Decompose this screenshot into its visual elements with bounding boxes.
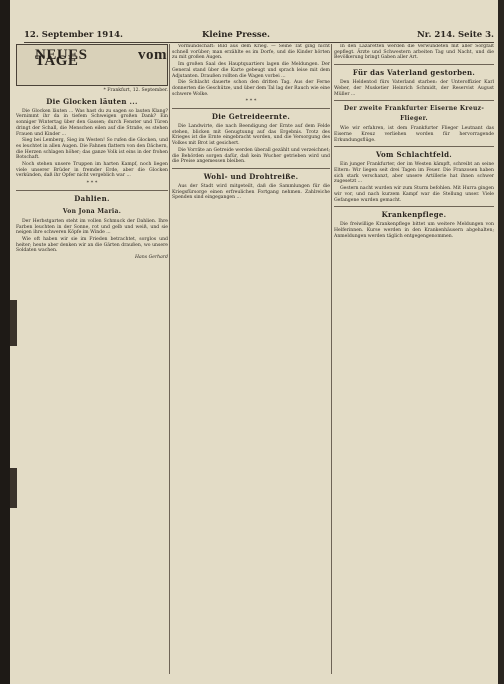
article-paragraph: Wie oft haben wir sie im Frieden betrachtet, sorglos und heiter; heute aber denken wir an die Gärten draußen, wo unsere Soldaten wachen.: [16, 236, 168, 254]
article-paragraph: Die Vorräte an Getreide werden überall gezählt und verzeichnet; die Behörden sorgen dafür, daß kein Wucher getrieben wird und die Preise angemessen bleiben.: [172, 147, 330, 165]
section-separator: * * *: [86, 180, 98, 187]
article-paragraph: Den Heldentod fürs Vaterland starben: der Unteroffizier Karl Weber, der Musketier Heinrich Schmidt, der Reservist August Müller ...: [334, 80, 494, 97]
divider: [334, 64, 494, 65]
header-paper-title: Kleine Presse.: [202, 30, 271, 40]
article-heading: Vom Schlachtfeld.: [375, 150, 453, 160]
article-paragraph: Sieg bei Lemberg, Sieg im Westen! So rufen die Glocken, und es leuchtet in allen Augen. Die Fahnen flattern von den Dächern, die Herzen schlagen höher; das ganze Volk ist eins in der frohen Botschaft.: [16, 138, 168, 161]
article-paragraph: Die Schlacht dauerte schon den dritten Tag. Aus der Ferne donnerten die Geschütze, und über dem Tal lag der Rauch wie eine schwere Wolke.: [172, 80, 330, 97]
divider: [16, 190, 168, 191]
article-heading: Dahlien.: [74, 193, 110, 203]
dateline: * Frankfurt, 12. September.: [103, 88, 168, 93]
page-bleed: [10, 300, 17, 346]
column-rule: [169, 44, 170, 674]
article-paragraph: Die freiwillige Krankenpflege bittet um weitere Meldungen von Helferinnen. Kurse werden in den Krankenhäusern abgehalten; Anmeldungen werden täglich entgegengenommen.: [334, 222, 494, 239]
divider: [172, 108, 330, 109]
article-heading: Die Getreideernte.: [211, 112, 291, 122]
page-bleed: [10, 468, 17, 508]
article-paragraph: Die Landwirte, die nach Beendigung der Ernte auf dem Felde stehen, blicken mit Genugtuung auf das Ergebnis. Trotz des Krieges ist die Ernte eingebracht worden, und die Versorgung des Volkes mit Brot ist gesichert.: [172, 124, 330, 147]
article-paragraph: Aus der Stadt wird mitgeteilt, daß die Sammlungen für die Kriegsfürsorge einen erfreulichen Fortgang nehmen. Zahlreiche Spenden sind eingegangen ...: [172, 183, 330, 201]
page-header: [24, 28, 494, 43]
page-edge: [0, 0, 10, 684]
divider: [334, 206, 494, 207]
article-paragraph: Gestern nacht wurden wir zum Sturm befohlen. Mit Hurra gingen wir vor, und nach kurzem Kampf war die Stellung unser. Viele Gefangene wurden gemacht.: [334, 186, 494, 203]
article-paragraph: Wie wir erfahren, ist dem Frankfurter Flieger Leutnant das Eiserne Kreuz verliehen worden für hervorragende Erkundungsflüge.: [334, 126, 494, 143]
divider: [334, 146, 494, 147]
divider: [172, 168, 330, 169]
column-1: [16, 44, 168, 680]
article-paragraph: Im großen Saal des Hauptquartiers lagen die Meldungen. Der General stand über die Karte gebeugt und sprach leise mit dem Adjutanten. Draußen rollten die Wagen vorbei ...: [172, 62, 330, 79]
header-date: 12. September 1914.: [24, 30, 123, 40]
article-heading: Die Glocken läuten ...: [46, 96, 138, 106]
article-paragraph: In den Lazaretten werden die Verwundeten mit aller Sorgfalt gepflegt. Ärzte und Schwestern arbeiten Tag und Nacht, und die Bevölkerung bringt Gaben aller Art.: [334, 44, 494, 61]
article-heading: Der zweite Frankfurter Eiserne Kreuz-Flieger.: [343, 105, 485, 123]
header-issue: Nr. 214. Seite 3.: [417, 30, 494, 40]
article-paragraph: Noch stehen unsere Truppen im harten Kampf, noch liegen viele unserer Brüder in fremder Erde, aber die Glocken verkünden, daß ihr Opfer nicht vergeblich war ...: [16, 162, 168, 179]
article-paragraph: Der Herbstgarten steht im vollen Schmuck der Dahlien. Ihre Farben leuchten in der Sonne, rot und gelb und weiß, und sie neigen ihre schweren Köpfe im Winde ...: [16, 218, 168, 236]
article-heading: Für das Vaterland gestorben.: [352, 68, 476, 78]
article-byline: Von Jona Maria.: [62, 207, 122, 215]
article-paragraph: Ein junger Frankfurter, der im Westen kämpft, schreibt an seine Eltern: Wir liegen seit drei Tagen im Feuer. Die Franzosen haben sich stark verschanzt, aber unsere Artillerie hat ihnen schwer zugesetzt ...: [334, 162, 494, 185]
article-paragraph: Die Glocken läuten ... Was hast du zu sagen so lauten Klang? Vernimmt ihr da in tiefem Schweigen großen Dank? Ein sonniger Wintertag über den Gassen; durch Fenster und Türen dringt der Schall, die Menschen eilen auf die Straße, es stehen Frauen und Kinder ...: [16, 108, 168, 137]
newspaper-page: [10, 0, 498, 684]
masthead: [16, 44, 168, 86]
article-paragraph: Vormundschaft: Bild aus dem Krieg. — Seine Tat ging nicht schnell vorüber; man erzählte es im Dorfe, und die Kinder hörten zu mit großen Augen.: [172, 44, 330, 61]
masthead-title: NEUES vom TAGE: [35, 47, 167, 69]
section-separator: * * *: [245, 98, 257, 105]
column-3: [334, 44, 494, 680]
divider: [334, 100, 494, 101]
article-heading: Krankenpflege.: [381, 210, 447, 220]
column-rule: [331, 44, 332, 674]
article-signature: Hans Gerhard: [135, 255, 168, 261]
column-2: [172, 44, 330, 680]
article-heading: Wohl- und Drohtreiße.: [203, 171, 299, 181]
